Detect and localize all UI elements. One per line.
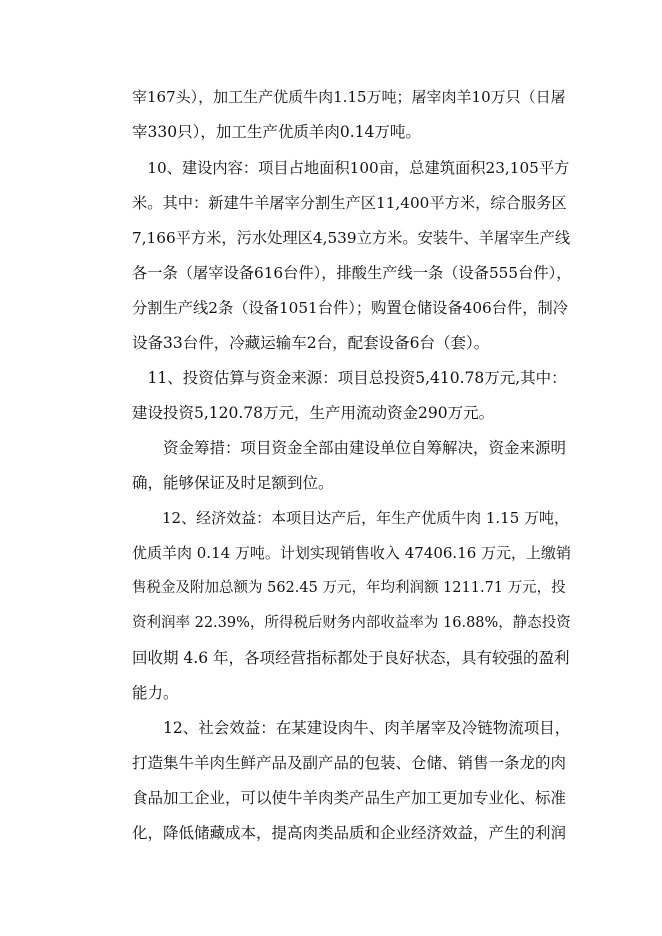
text-line: 资金筹措：项目资金全部由建设单位自筹解决，资金来源明 <box>132 439 567 457</box>
text-line: 设备33台件，冷藏运输车2台，配套设备6台（套）。 <box>132 334 490 352</box>
text-line: 宰330只），加工生产优质羊肉0.14万吨。 <box>132 123 421 141</box>
text-line: 12、社会效益：在某建设肉牛、肉羊屠宰及冷链物流项目， <box>132 719 571 737</box>
text-line: 食品加工企业，可以使牛羊肉类产品生产加工更加专业化、标准 <box>132 789 567 807</box>
text-line: 建设投资5,120.78万元，生产用流动资金290万元。 <box>132 404 495 422</box>
text-line: 11、投资估算与资金来源：项目总投资5,410.78万元,其中： <box>132 369 567 387</box>
text-line: 12、经济效益：本项目达产后，年生产优质牛肉 1.15 万吨， <box>132 509 570 527</box>
text-line: 分割生产线2条（设备1051台件）；购置仓储设备406台件，制冷 <box>132 299 568 317</box>
text-line: 能力。 <box>132 684 179 702</box>
text-line: 优质羊肉 0.14 万吨。计划实现销售收入 47406.16 万元，上缴销 <box>132 544 572 562</box>
text-line: 宰167头），加工生产优质牛肉1.15万吨；屠宰肉羊10万只（日屠 <box>132 88 566 106</box>
text-line: 7,166平方米，污水处理区4,539立方米。安装牛、羊屠宰生产线 <box>132 229 571 247</box>
text-line: 米。其中：新建牛羊屠宰分割生产区11,400平方米，综合服务区 <box>132 194 567 212</box>
text-line: 回收期 4.6 年，各项经营指标都处于良好状态，具有较强的盈利 <box>132 649 570 667</box>
text-line: 资利润率 22.39%，所得税后财务内部收益率为 16.88%，静态投资 <box>132 615 571 631</box>
text-line: 10、建设内容：项目占地面积100亩，总建筑面积23,105平方 <box>132 159 570 177</box>
text-line: 售税金及附加总额为 562.45 万元，年均利润额 1211.71 万元，投 <box>132 580 566 596</box>
text-line: 确，能够保证及时足额到位。 <box>132 474 334 492</box>
text-line: 化，降低储藏成本，提高肉类品质和企业经济效益，产生的利润 <box>132 824 567 842</box>
text-line: 打造集牛羊肉生鲜产品及副产品的包装、仓储、销售一条龙的肉 <box>132 754 567 772</box>
text-line: 各一条（屠宰设备616台件），排酸生产线一条（设备555台件）， <box>132 264 572 282</box>
